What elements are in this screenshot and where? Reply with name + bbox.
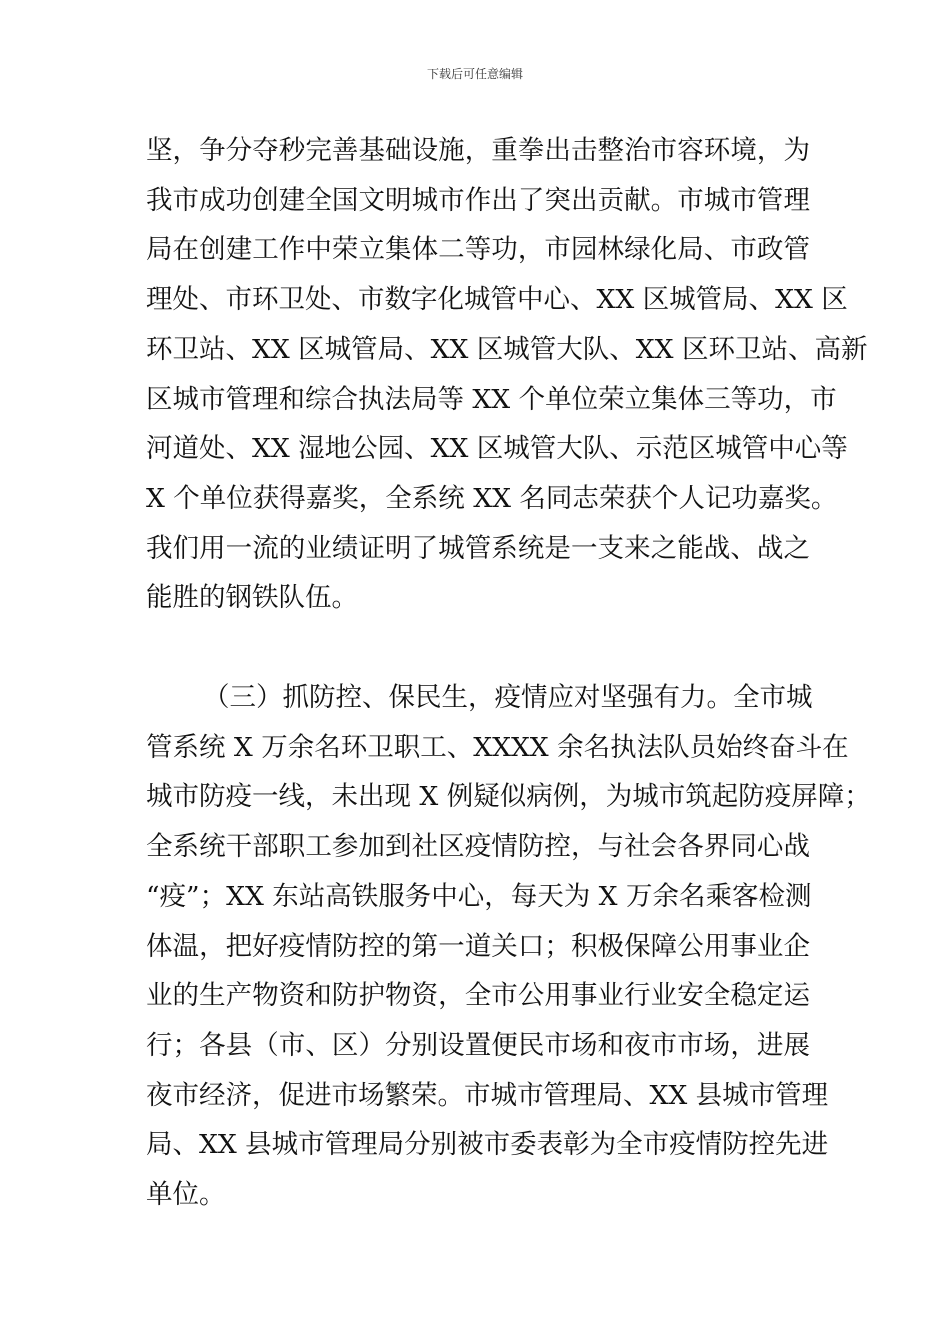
- paragraph-line: 环卫站、XX 区城管局、XX 区城管大队、XX 区环卫站、高新: [146, 333, 868, 365]
- paragraph-line: 行；各县（市、区）分别设置便民市场和夜市市场，进展: [146, 1029, 810, 1061]
- paragraph-line: X 个单位获得嘉奖，全系统 XX 名同志荣获个人记功嘉奖。: [146, 482, 838, 514]
- page-header: 下载后可任意编辑: [426, 67, 523, 81]
- paragraph-line: 体温，把好疫情防控的第一道关口；积极保障公用事业企: [146, 930, 810, 962]
- paragraph-line: 我市成功创建全国文明城市作出了突出贡献。市城市管理: [146, 184, 810, 216]
- paragraph-line: 河道处、XX 湿地公园、XX 区城管大队、示范区城管中心等: [146, 433, 848, 465]
- paragraph-1: [146, 126, 868, 623]
- paragraph-line: 单位。: [146, 1179, 226, 1211]
- paragraph-line: 夜市经济，促进市场繁荣。市城市管理局、XX 县城市管理: [146, 1079, 829, 1111]
- paragraph-line: （三）抓防控、保民生，疫情应对坚强有力。全市城: [203, 682, 813, 713]
- paragraph-line: 全系统干部职工参加到社区疫情防控，与社会各界同心战: [146, 831, 810, 863]
- paragraph-line: 我们用一流的业绩证明了城管系统是一支来之能战、战之: [146, 532, 810, 564]
- paragraph-line: 理处、市环卫处、市数字化城管中心、XX 区城管局、XX 区: [146, 284, 848, 316]
- paragraph-line: 坚，争分夺秒完善基础设施，重拳出击整治市容环境，为: [146, 135, 810, 166]
- paragraph-line: 管系统 X 万余名环卫职工、XXXX 余名执法队员始终奋斗在: [146, 731, 849, 763]
- paragraph-line: 业的生产物资和防护物资，全市公用事业行业安全稳定运: [146, 980, 810, 1012]
- paragraph-line: 局在创建工作中荣立集体二等功，市园林绿化局、市政管: [146, 234, 810, 266]
- paragraph-line: 城市防疫一线，未出现 X 例疑似病例，为城市筑起防疫屏障；: [146, 781, 871, 813]
- paragraph-line: 局、XX 县城市管理局分别被市委表彰为全市疫情防控先进: [146, 1129, 829, 1161]
- paragraph-line: 区城市管理和综合执法局等 XX 个单位荣立集体三等功，市: [146, 383, 837, 415]
- paragraph-line: 能胜的钢铁队伍。: [146, 582, 358, 614]
- paragraph-2: [146, 673, 871, 1220]
- paragraph-line: “疫”；XX 东站高铁服务中心，每天为 X 万余名乘客检测: [146, 880, 812, 912]
